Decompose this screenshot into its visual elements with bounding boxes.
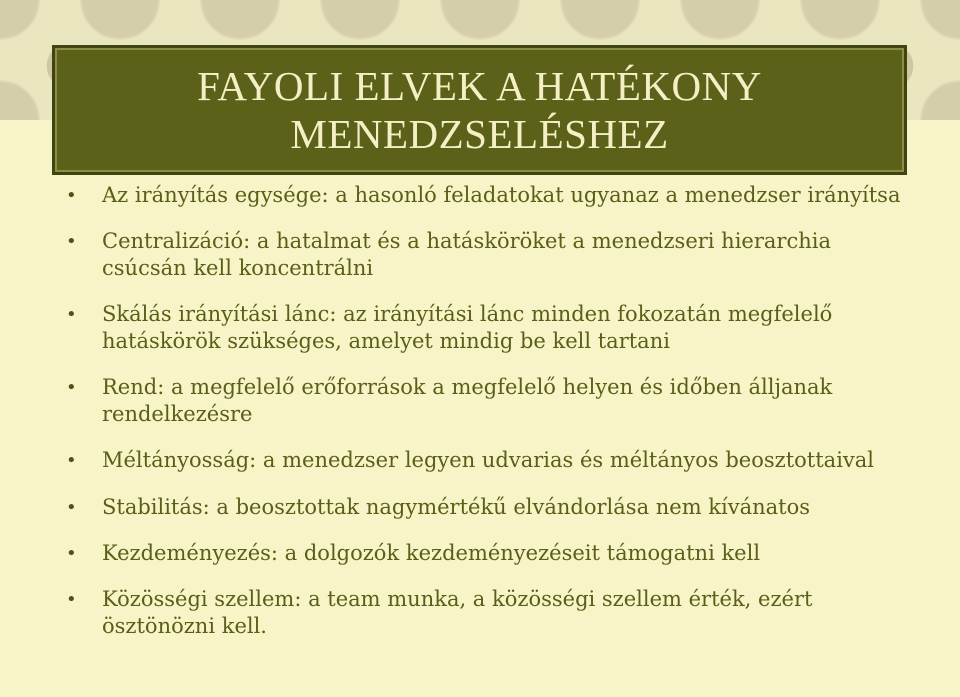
bullet-dot-icon: • <box>66 231 77 252</box>
bullet-text: Kezdeményezés: a dolgozók kezdeményezéseit támogatni kell <box>102 541 761 565</box>
bullet-text: Skálás irányítási lánc: az irányítási lánc minden fokozatán megfelelő hatáskörök szükséges, amelyet mindig be kell tartani <box>102 302 833 353</box>
list-item <box>62 301 912 355</box>
bullet-text: Közösségi szellem: a team munka, a közösségi szellem érték, ezért ösztönözni kell. <box>102 587 813 638</box>
bullet-dot-icon: • <box>66 377 77 398</box>
slide-title: FAYOLI ELVEK A HATÉKONY MENEDZSELÉSHEZ <box>197 63 762 157</box>
bullet-text: Centralizáció: a hatalmat és a hatásköröket a menedzseri hierarchia csúcsán kell koncentrálni <box>102 229 831 280</box>
list-item <box>62 182 912 209</box>
list-item <box>62 228 912 282</box>
bullet-dot-icon: • <box>66 589 77 610</box>
bullet-text: Stabilitás: a beosztottak nagymértékű elvándorlása nem kívánatos <box>102 495 811 519</box>
title-banner <box>52 45 907 175</box>
bullet-text: Az irányítás egysége: a hasonló feladatokat ugyanaz a menedzser irányítsa <box>102 183 901 207</box>
bullet-dot-icon: • <box>66 497 77 518</box>
bullet-dot-icon: • <box>66 185 77 206</box>
list-item <box>62 374 912 428</box>
bullet-text: Méltányosság: a menedzser legyen udvarias és méltányos beosztottaival <box>102 448 875 472</box>
list-item <box>62 540 912 567</box>
bullet-dot-icon: • <box>66 450 77 471</box>
list-item <box>62 447 912 474</box>
bullet-dot-icon: • <box>66 304 77 325</box>
bullet-list <box>62 182 912 640</box>
list-item <box>62 586 912 640</box>
bullet-text: Rend: a megfelelő erőforrások a megfelelő helyen és időben álljanak rendelkezésre <box>102 375 833 426</box>
list-item <box>62 494 912 521</box>
bullet-dot-icon: • <box>66 543 77 564</box>
